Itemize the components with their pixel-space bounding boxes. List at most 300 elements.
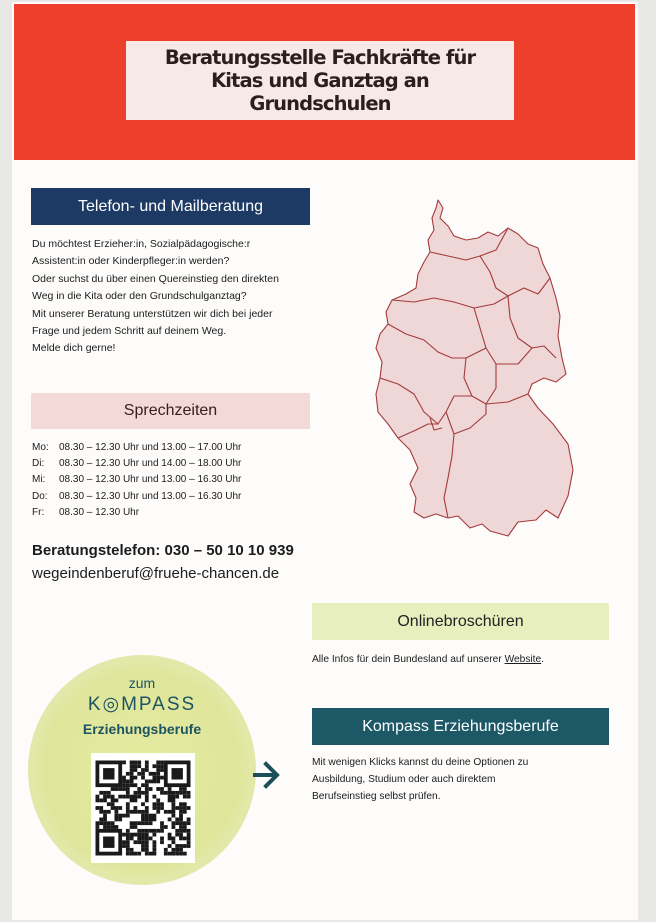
hours-time: 08.30 – 12.30 Uhr: [59, 506, 140, 518]
hours-day: Do:: [32, 490, 48, 502]
qr-module: [179, 837, 183, 841]
qr-module: [141, 840, 145, 844]
qr-module: [156, 806, 160, 810]
hours-row: [32, 505, 241, 521]
kompass-line: Berufseinstieg selbst prüfen.: [312, 791, 441, 802]
hours-row: [32, 456, 241, 472]
hours-row: [32, 472, 241, 488]
qr-module: [164, 825, 168, 829]
qr-module: [183, 802, 187, 806]
qr-module: [149, 821, 153, 825]
qr-module: [168, 791, 172, 795]
qr-module: [187, 821, 191, 825]
qr-module: [122, 844, 126, 848]
qr-module: [156, 810, 160, 814]
hours-time: 08.30 – 12.30 Uhr und 14.00 – 18.00 Uhr: [59, 458, 242, 470]
qr-module: [175, 806, 179, 810]
qr-module: [183, 795, 187, 799]
qr-module: [96, 799, 100, 803]
qr-module: [187, 829, 191, 833]
phone-number[interactable]: Beratungstelefon: 030 – 50 10 10 939: [32, 542, 294, 559]
qr-module: [160, 840, 164, 844]
qr-module: [179, 848, 183, 852]
qr-module: [145, 787, 149, 791]
qr-module: [130, 799, 134, 803]
qr-module: [160, 787, 164, 791]
qr-module: [172, 821, 176, 825]
qr-module: [134, 840, 138, 844]
qr-module: [160, 768, 164, 772]
qr-module: [168, 844, 172, 848]
qr-module: [153, 852, 157, 856]
qr-module: [122, 840, 126, 844]
qr-module: [111, 821, 115, 825]
qr-module: [134, 825, 138, 829]
qr-module: [168, 837, 172, 841]
qr-module: [126, 848, 130, 852]
qr-module: [145, 837, 149, 841]
qr-module: [122, 795, 126, 799]
qr-module: [130, 848, 134, 852]
qr-module: [141, 783, 145, 787]
qr-module: [145, 818, 149, 822]
kompass-line: Mit wenigen Klicks kannst du deine Optionen zu: [312, 757, 529, 768]
qr-module: [183, 852, 187, 856]
qr-module: [187, 795, 191, 799]
intro-line: Du möchtest Erzieher:in, Sozialpädagogische:r: [32, 238, 251, 250]
qr-module: [130, 810, 134, 814]
intro-line: Mit unserer Beratung unterstützen wir dich bei jeder: [32, 307, 273, 320]
qr-module: [137, 829, 141, 833]
qr-module: [179, 810, 183, 814]
qr-module: [175, 791, 179, 795]
qr-module: [118, 818, 122, 822]
qr-module: [179, 791, 183, 795]
qr-module: [103, 810, 107, 814]
qr-module: [134, 799, 138, 803]
qr-module: [183, 810, 187, 814]
qr-module: [103, 825, 107, 829]
qr-module: [137, 791, 141, 795]
qr-module: [145, 768, 149, 772]
qr-module: [145, 783, 149, 787]
qr-module: [130, 776, 134, 780]
qr-module: [103, 837, 114, 848]
qr-module: [187, 791, 191, 795]
qr-module: [156, 829, 160, 833]
qr-module: [179, 852, 183, 856]
qr-module: [153, 829, 157, 833]
qr-module: [153, 780, 157, 784]
qr-module: [183, 821, 187, 825]
qr-module: [126, 852, 130, 856]
qr-module: [149, 837, 153, 841]
brochures-text-before: Alle Infos für dein Bundesland auf unserer: [312, 654, 505, 665]
qr-module: [153, 818, 157, 822]
qr-module: [134, 783, 138, 787]
qr-module: [103, 821, 107, 825]
qr-module: [122, 814, 126, 818]
qr-module: [141, 844, 145, 848]
qr-module: [153, 844, 157, 848]
qr-module: [156, 776, 160, 780]
phone-mail-heading-label: Telefon- und Mailberatung: [77, 197, 263, 215]
page-title: Beratungsstelle Fachkräfte für Kitas und Ganztag an Grundschulen: [164, 46, 476, 115]
qr-module: [160, 806, 164, 810]
qr-module: [172, 795, 176, 799]
qr-module: [175, 829, 179, 833]
qr-module: [141, 776, 145, 780]
qr-module: [107, 795, 111, 799]
qr-module: [164, 810, 168, 814]
qr-module: [122, 761, 126, 765]
qr-module: [168, 795, 172, 799]
qr-module: [179, 806, 183, 810]
qr-module: [126, 814, 130, 818]
qr-module: [156, 768, 160, 772]
qr-module: [172, 791, 176, 795]
qr-module: [145, 829, 149, 833]
qr-module: [103, 799, 107, 803]
qr-module: [130, 761, 134, 765]
qr-module: [137, 764, 141, 768]
qr-module: [99, 810, 103, 814]
qr-module: [115, 787, 119, 791]
qr-module: [130, 768, 134, 772]
qr-module: [183, 829, 187, 833]
qr-module: [99, 799, 103, 803]
qr-module: [164, 852, 168, 856]
intro-line: Oder suchst du über einen Quereinstieg den direkten: [32, 272, 279, 285]
brochures-text: [312, 651, 544, 668]
qr-module: [107, 802, 111, 806]
qr-module: [107, 821, 111, 825]
qr-module: [168, 852, 172, 856]
qr-module: [115, 810, 119, 814]
qr-module: [130, 825, 134, 829]
qr-module: [183, 787, 187, 791]
qr-module: [126, 791, 130, 795]
qr-module: [175, 848, 179, 852]
qr-module: [126, 844, 130, 848]
qr-module: [179, 821, 183, 825]
qr-module: [96, 825, 100, 829]
qr-module: [115, 825, 119, 829]
hours-day: Mi:: [32, 474, 46, 486]
hours-day: Mo:: [32, 442, 49, 453]
qr-module: [111, 795, 115, 799]
qr-module: [172, 799, 176, 803]
qr-module: [107, 791, 111, 795]
qr-module: [130, 780, 134, 784]
qr-module: [126, 772, 130, 776]
qr-module: [130, 783, 134, 787]
qr-module: [134, 821, 138, 825]
qr-module: [145, 791, 149, 795]
qr-module: [164, 848, 168, 852]
kompass-heading-label: Kompass Erziehungsberufe: [362, 717, 559, 735]
qr-module: [187, 837, 191, 841]
qr-module: [156, 787, 160, 791]
qr-module: [179, 814, 183, 818]
qr-module: [126, 806, 130, 810]
office-hours-heading-label: Sprechzeiten: [123, 402, 218, 419]
intro-line: Assistent:in oder Kinderpfleger:in werden?: [32, 255, 230, 268]
qr-module: [145, 761, 149, 765]
qr-module: [130, 764, 134, 768]
qr-module: [141, 821, 145, 825]
kompass-text: [312, 754, 528, 805]
qr-module: [145, 821, 149, 825]
qr-module: [99, 791, 103, 795]
intro-line: Frage und jedem Schritt auf deinem Weg.: [32, 325, 227, 338]
qr-module: [99, 821, 103, 825]
qr-module: [122, 776, 126, 780]
qr-module: [187, 833, 191, 837]
qr-module: [160, 764, 164, 768]
qr-module: [175, 795, 179, 799]
qr-module: [141, 768, 145, 772]
qr-module: [153, 764, 157, 768]
qr-module: [122, 783, 126, 787]
qr-module: [179, 829, 183, 833]
qr-module: [172, 848, 176, 852]
qr-module: [172, 768, 183, 779]
hours-day: Fr:: [32, 506, 45, 518]
qr-module: [134, 791, 138, 795]
hours-time: 08.30 – 12.30 Uhr und 13.00 – 16.30 Uhr: [59, 474, 242, 486]
qr-module: [153, 776, 157, 780]
qr-module: [141, 818, 145, 822]
qr-module: [153, 802, 157, 806]
qr-module: [115, 814, 119, 818]
qr-module: [172, 852, 176, 856]
qr-module: [126, 810, 130, 814]
qr-module: [134, 761, 138, 765]
badge-subtitle: Erziehungsberufe: [82, 721, 202, 737]
qr-module: [141, 829, 145, 833]
intro-line: Weg in die Kita oder den Grundschulganztag?: [32, 290, 247, 303]
kompass-badge: [28, 655, 256, 885]
qr-module: [141, 791, 145, 795]
qr-module: [118, 787, 122, 791]
qr-module: [187, 818, 191, 822]
qr-module: [141, 810, 145, 814]
qr-module: [153, 772, 157, 776]
qr-module: [153, 806, 157, 810]
kompass-line: Ausbildung, Studium oder auch direktem: [312, 774, 496, 785]
qr-module: [111, 799, 115, 803]
qr-module: [141, 814, 145, 818]
qr-module: [172, 825, 176, 829]
hours-row: [32, 440, 241, 456]
qr-module: [168, 833, 172, 837]
qr-module: [160, 837, 164, 841]
office-hours-list: [32, 440, 241, 521]
qr-module: [168, 799, 172, 803]
qr-module: [134, 833, 138, 837]
qr-module: [153, 833, 157, 837]
qr-module: [156, 761, 160, 765]
hours-time: 08.30 – 12.30 Uhr und 13.00 – 17.00 Uhr: [59, 442, 242, 453]
qr-module: [172, 806, 176, 810]
intro-text: [32, 236, 332, 358]
qr-module: [179, 818, 183, 822]
qr-module: [96, 795, 100, 799]
qr-module: [126, 783, 130, 787]
qr-module: [137, 787, 141, 791]
qr-module: [183, 837, 187, 841]
qr-module: [145, 799, 149, 803]
qr-module: [149, 852, 153, 856]
qr-module: [99, 806, 103, 810]
qr-module: [122, 833, 126, 837]
qr-module: [130, 821, 134, 825]
qr-module: [156, 802, 160, 806]
qr-module: [145, 810, 149, 814]
qr-module: [183, 844, 187, 848]
qr-module: [96, 821, 100, 825]
qr-module: [122, 780, 126, 784]
qr-module: [103, 818, 107, 822]
qr-module: [107, 825, 111, 829]
qr-module: [156, 780, 160, 784]
qr-module: [99, 818, 103, 822]
qr-module: [137, 761, 141, 765]
qr-module: [172, 837, 176, 841]
qr-module: [175, 833, 179, 837]
qr-module: [134, 852, 138, 856]
qr-module: [145, 840, 149, 844]
brochures-heading-label: Onlinebroschüren: [397, 612, 524, 630]
qr-module: [145, 844, 149, 848]
qr-module: [126, 840, 130, 844]
qr-module: [160, 802, 164, 806]
qr-module: [134, 795, 138, 799]
qr-module: [145, 833, 149, 837]
qr-module: [134, 768, 138, 772]
qr-module: [172, 840, 176, 844]
qr-module: [111, 802, 115, 806]
qr-module: [126, 802, 130, 806]
brochures-text-after: .: [541, 654, 545, 665]
qr-module: [103, 814, 107, 818]
qr-module: [149, 780, 153, 784]
qr-module: [156, 764, 160, 768]
qr-code-icon[interactable]: [91, 753, 195, 863]
qr-module: [145, 848, 149, 852]
qr-module: [160, 829, 164, 833]
qr-module: [137, 840, 141, 844]
qr-module: [175, 844, 179, 848]
website-link[interactable]: Website: [504, 654, 542, 665]
qr-module: [126, 837, 130, 841]
qr-module: [187, 806, 191, 810]
qr-module: [141, 833, 145, 837]
qr-module: [141, 772, 145, 776]
qr-module: [149, 787, 153, 791]
qr-module: [153, 840, 157, 844]
qr-module: [175, 852, 179, 856]
qr-module: [141, 848, 145, 852]
qr-module: [137, 795, 141, 799]
qr-module: [156, 799, 160, 803]
qr-module: [137, 833, 141, 837]
qr-module: [103, 768, 114, 779]
qr-module: [187, 844, 191, 848]
qr-module: [149, 772, 153, 776]
qr-module: [183, 806, 187, 810]
qr-module: [122, 787, 126, 791]
qr-module: [175, 821, 179, 825]
qr-module: [145, 806, 149, 810]
qr-module: [172, 810, 176, 814]
qr-module: [183, 791, 187, 795]
qr-module: [137, 852, 141, 856]
qr-module: [160, 791, 164, 795]
qr-module: [118, 806, 122, 810]
qr-module: [172, 802, 176, 806]
qr-module: [130, 795, 134, 799]
qr-module: [96, 806, 100, 810]
qr-module: [145, 852, 149, 856]
qr-module: [126, 787, 130, 791]
qr-module: [118, 814, 122, 818]
qr-module: [126, 780, 130, 784]
badge-top-text: zum: [128, 675, 156, 691]
qr-module: [111, 825, 115, 829]
qr-module: [168, 818, 172, 822]
qr-module: [115, 818, 119, 822]
qr-module: [145, 764, 149, 768]
qr-module: [175, 818, 179, 822]
qr-module: [153, 848, 157, 852]
arrow-right-icon: [252, 758, 282, 792]
qr-module: [179, 833, 183, 837]
qr-module: [130, 852, 134, 856]
qr-module: [126, 829, 130, 833]
brochures-heading: [312, 603, 609, 640]
qr-module: [145, 780, 149, 784]
qr-module: [141, 837, 145, 841]
hours-time: 08.30 – 12.30 Uhr und 13.00 – 16.30 Uhr: [59, 490, 242, 502]
qr-code-graphic: [91, 753, 195, 863]
qr-module: [179, 802, 183, 806]
qr-module: [156, 772, 160, 776]
qr-module: [183, 825, 187, 829]
email-address[interactable]: wegeindenberuf@fruehe-chancen.de: [32, 565, 280, 582]
hours-row: [32, 489, 241, 505]
qr-module: [134, 806, 138, 810]
qr-module: [103, 795, 107, 799]
qr-module: [115, 806, 119, 810]
map-outline: [376, 200, 573, 536]
qr-module: [179, 844, 183, 848]
qr-module: [179, 787, 183, 791]
qr-module: [103, 791, 107, 795]
qr-module: [115, 799, 119, 803]
qr-module: [160, 761, 164, 765]
germany-map: [368, 198, 593, 548]
qr-module: [172, 814, 176, 818]
qr-module: [168, 810, 172, 814]
qr-module: [134, 776, 138, 780]
qr-module: [126, 833, 130, 837]
qr-module: [149, 814, 153, 818]
qr-module: [118, 795, 122, 799]
qr-module: [160, 776, 164, 780]
qr-module: [134, 810, 138, 814]
